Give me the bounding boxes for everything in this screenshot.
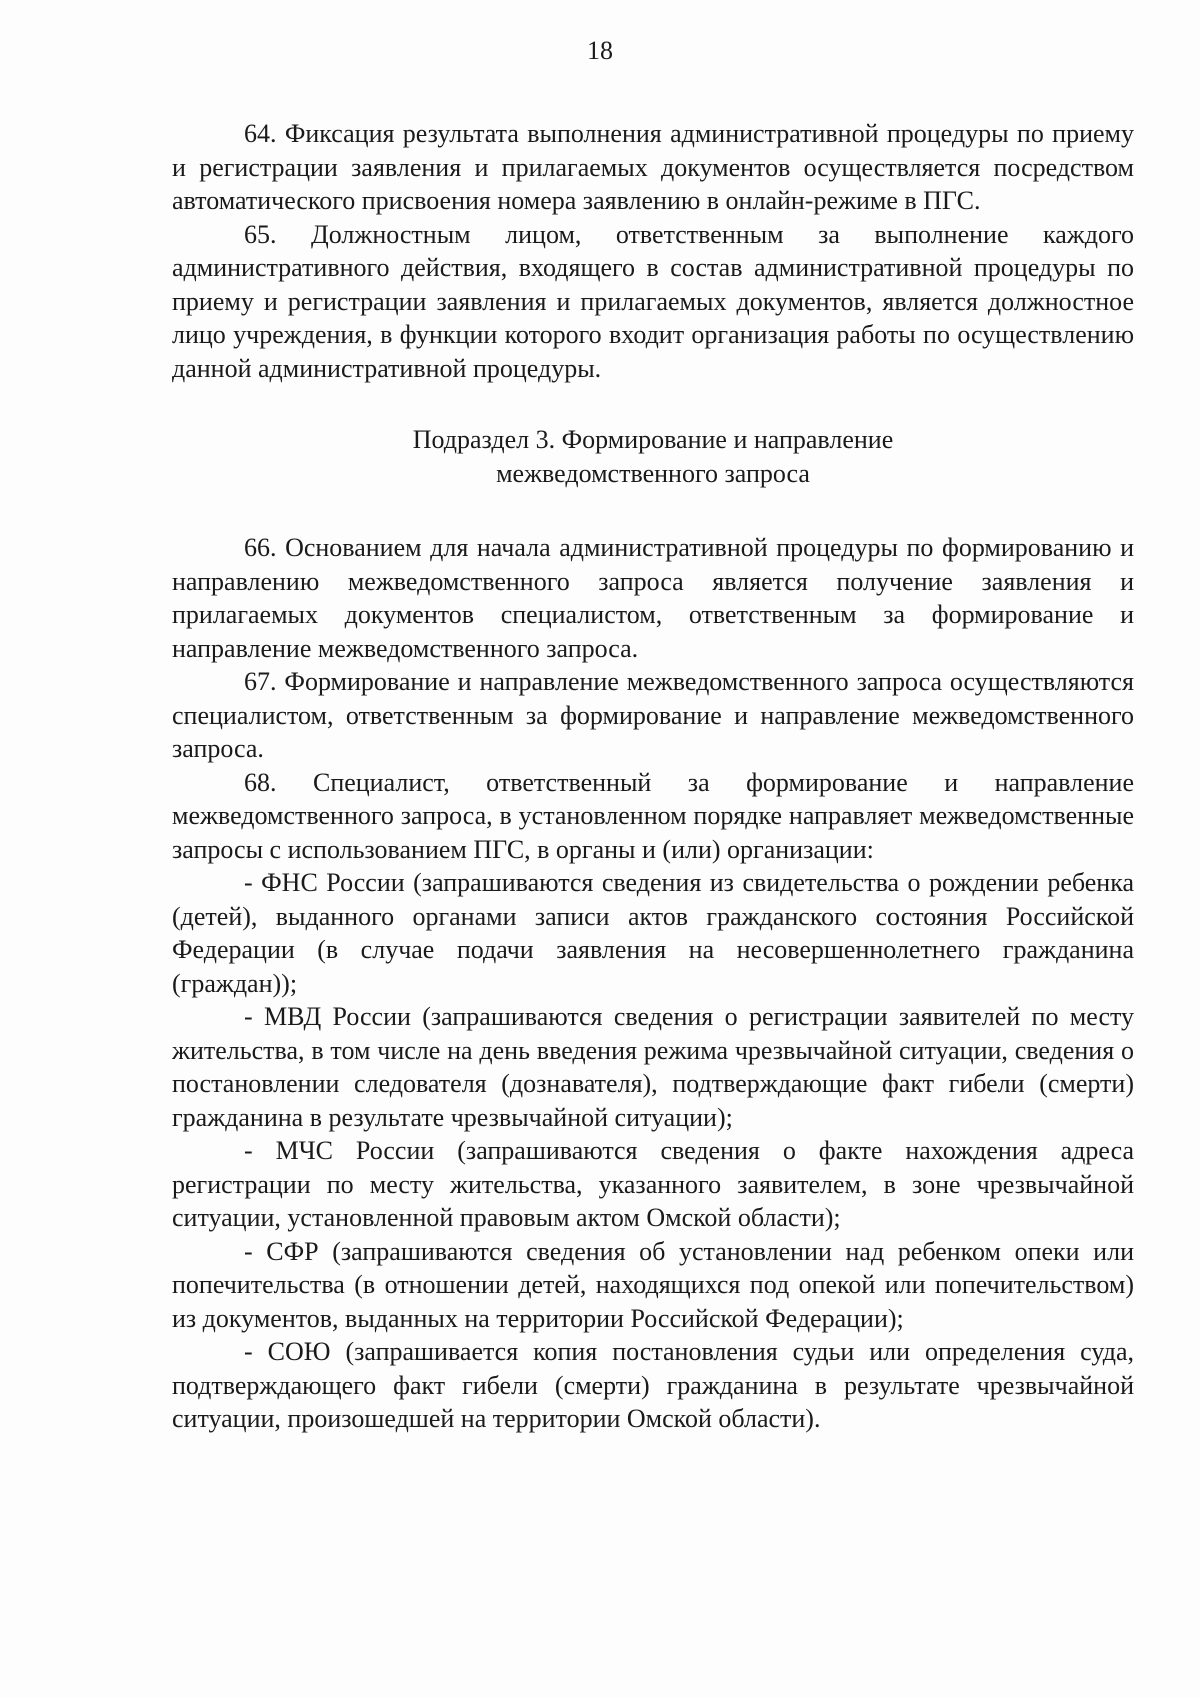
paragraph-67: 67. Формирование и направление межведомственного запроса осуществляются специалистом, ответственным за формирование и направление межведомственного запроса. [172, 667, 1134, 763]
list-item-mchs: - МЧС России (запрашиваются сведения о факте нахождения адреса регистрации по месту жительства, указанного заявителем, в зоне чрезвычайной ситуации, установленной правовым актом Омской области); [172, 1136, 1134, 1232]
document-body [172, 117, 1134, 1436]
list-item-sfr: - СФР (запрашиваются сведения об установлении над ребенком опеки или попечительства (в отношении детей, находящихся под опекой или попечительством) из документов, выданных на территории Российской Федерации); [172, 1236, 1134, 1333]
paragraph-65: 65. Должностным лицом, ответственным за выполнение каждого административного действия, входящего в состав административной процедуры по приему и регистрации заявления и прилагаемых документов, является должностное лицо учреждения, в функции которого входит организация работы по осуществлению данной административной процедуры. [172, 219, 1134, 383]
list-item-fns: - ФНС России (запрашиваются сведения из свидетельства о рождении ребенка (детей), выданного органами записи актов гражданского состояния Российской Федерации (в случае подачи заявления на несовершеннолетнего гражданина (граждан)); [172, 868, 1134, 998]
subsection-heading [172, 423, 1134, 491]
subsection-title-line-1: Подраздел 3. Формирование и направление [412, 425, 894, 454]
page-number: 18 [587, 36, 613, 65]
list-item-soyu: - СОЮ (запрашивается копия постановления судьи или определения суда, подтверждающего факт гибели (смерти) гражданина в результате чрезвычайной ситуации, произошедшей на территории Омской области). [172, 1337, 1134, 1433]
paragraph-66: 66. Основанием для начала административной процедуры по формированию и направлению межведомственного запроса является получение заявления и прилагаемых документов специалистом, ответственным за формирование и направление межведомственного запроса. [172, 533, 1134, 663]
subsection-title-line-2: межведомственного запроса [496, 459, 810, 488]
paragraph-64: 64. Фиксация результата выполнения административной процедуры по приему и регистрации заявления и прилагаемых документов осуществляется посредством автоматического присвоения номера заявлению в онлайн-режиме в ПГС. [172, 119, 1134, 215]
paragraph-68: 68. Специалист, ответственный за формирование и направление межведомственного запроса, в установленном порядке направляет межведомственные запросы с использованием ПГС, в органы и (или) организации: [172, 767, 1134, 864]
list-item-mvd: - МВД России (запрашиваются сведения о регистрации заявителей по месту жительства, в том числе на день введения режима чрезвычайной ситуации, сведения о постановлении следователя (дознавателя), подтверждающие факт гибели (смерти) гражданина в результате чрезвычайной ситуации); [172, 1002, 1134, 1132]
